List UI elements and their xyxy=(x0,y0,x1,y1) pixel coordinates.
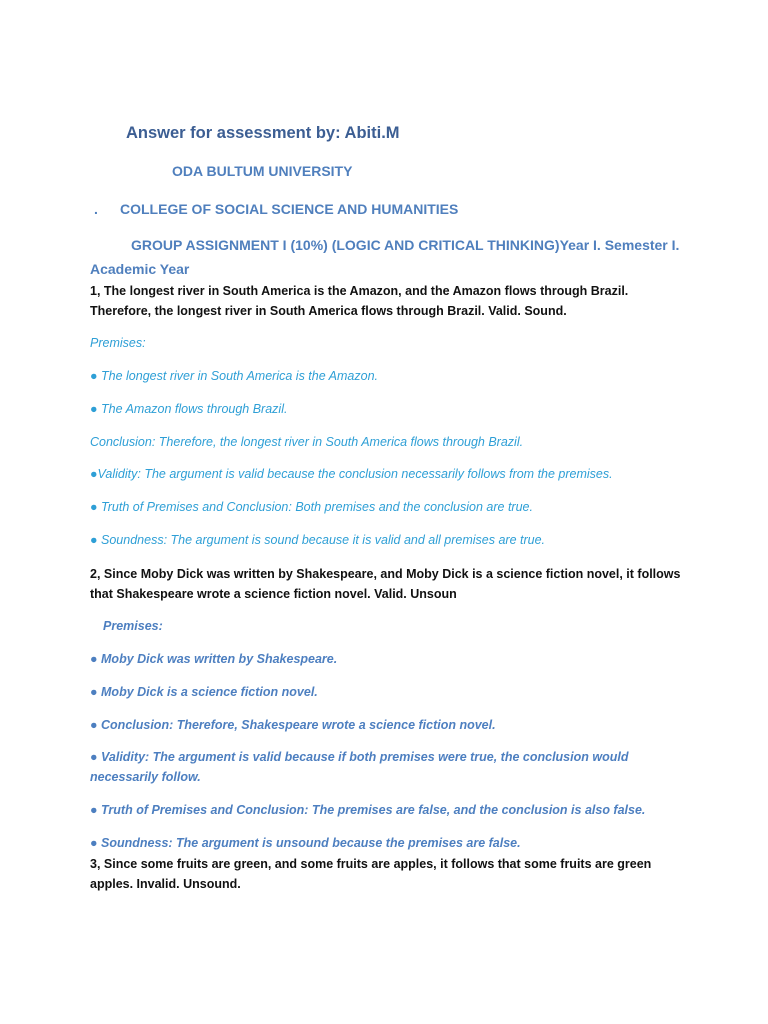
q1-premise-2: ● The Amazon flows through Brazil. xyxy=(90,402,288,416)
q2-soundness: ● Soundness: The argument is unsound because the premises are false. xyxy=(90,836,521,850)
question-3: 3, Since some fruits are green, and some fruits are apples, it follows that some fruits are green apples. Invalid. Unsound. xyxy=(90,857,652,891)
q1-premise-1: ● The longest river in South America is the Amazon. xyxy=(90,369,379,383)
q2-truth: ● Truth of Premises and Conclusion: The premises are false, and the conclusion is also false. xyxy=(90,803,646,817)
q1-premises-label: Premises: xyxy=(90,336,146,350)
question-2: 2, Since Moby Dick was written by Shakespeare, and Moby Dick is a science fiction novel, it follows that Shakespeare wrote a science fiction novel. Valid. Unsoun xyxy=(90,567,681,601)
q1-truth: ● Truth of Premises and Conclusion: Both premises and the conclusion are true. xyxy=(90,500,533,514)
q2-premises-label: Premises: xyxy=(103,619,163,633)
q2-premise-1: ● Moby Dick was written by Shakespeare. xyxy=(90,652,338,666)
college-name: COLLEGE OF SOCIAL SCIENCE AND HUMANITIES xyxy=(120,201,459,217)
document-title: Answer for assessment by: Abiti.M xyxy=(126,124,400,142)
university-name: ODA BULTUM UNIVERSITY xyxy=(172,163,353,179)
question-1: 1, The longest river in South America is the Amazon, and the Amazon flows through Brazil. Therefore, the longest river in South America flows through Brazil. Valid. Sound. xyxy=(90,284,629,318)
academic-year: Academic Year xyxy=(90,261,190,277)
q1-soundness: ● Soundness: The argument is sound because it is valid and all premises are true. xyxy=(90,533,546,547)
q2-conclusion: ● Conclusion: Therefore, Shakespeare wrote a science fiction novel. xyxy=(90,718,496,732)
q1-conclusion: Conclusion: Therefore, the longest river in South America flows through Brazil. xyxy=(90,435,524,449)
q1-validity: ●Validity: The argument is valid because the conclusion necessarily follows from the premises. xyxy=(90,467,613,481)
assignment-heading: GROUP ASSIGNMENT I (10%) (LOGIC AND CRITICAL THINKING)Year I. Semester I. xyxy=(131,237,680,253)
q2-validity: ● Validity: The argument is valid because if both premises were true, the conclusion would necessarily follow. xyxy=(90,750,629,784)
q2-premise-2: ● Moby Dick is a science fiction novel. xyxy=(90,685,318,699)
college-prefix-dot: . xyxy=(94,201,98,217)
